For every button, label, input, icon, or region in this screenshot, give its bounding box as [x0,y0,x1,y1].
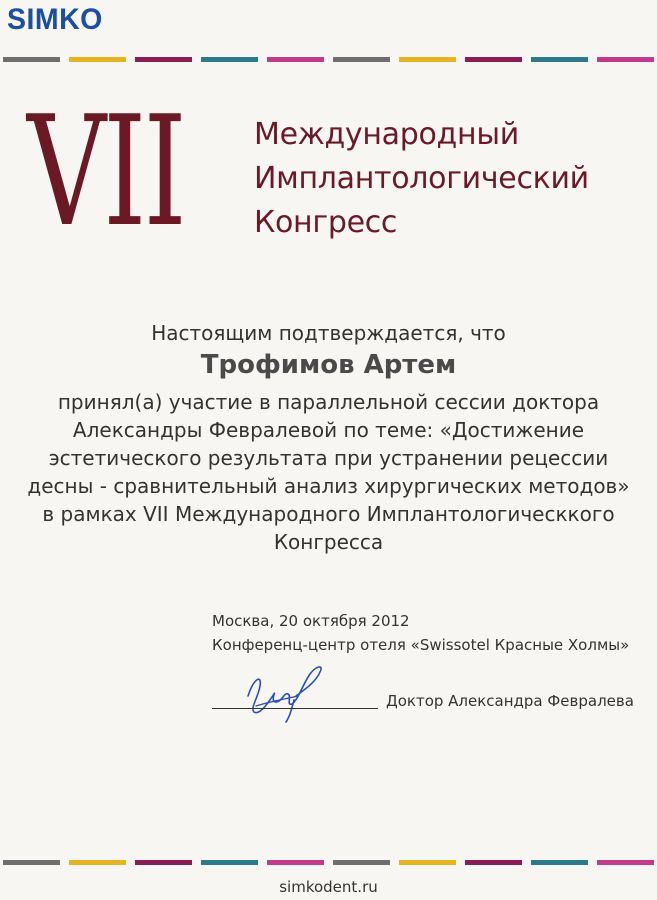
description-line-2: Александры Февралевой по теме: «Достижение [72,418,585,442]
roman-numeral: VII [27,83,184,260]
stripe-segment [267,860,324,865]
congress-title-line-3: Конгресс [254,205,398,240]
stripe-segment [3,860,60,865]
stripe-segment [399,860,456,865]
congress-title-line-2: Имплантологический [254,161,589,196]
bottom-color-stripe [0,860,657,865]
signer-name: Доктор Александра Февралева [386,692,634,710]
stripe-segment [333,57,390,62]
stripe-segment [201,860,258,865]
stripe-segment [333,860,390,865]
description-line-6: Конгресса [273,530,384,554]
stripe-segment [399,57,456,62]
stripe-segment [135,57,192,62]
stripe-segment [3,57,60,62]
stripe-segment [597,860,654,865]
simko-logo: SIMKO [7,3,103,36]
congress-title [254,113,589,245]
event-venue: Конференц-центр отеля «Swissotel Красные Холмы» [212,636,630,654]
certificate-body [0,320,657,556]
footer-website: simkodent.ru [279,878,378,896]
stripe-segment [465,860,522,865]
event-place [212,609,629,657]
stripe-segment [597,57,654,62]
description-line-3: эстетического результата при устранении рецессии [48,446,609,470]
stripe-segment [531,57,588,62]
handwritten-signature [240,656,330,726]
stripe-segment [465,57,522,62]
event-date: Москва, 20 октября 2012 [212,612,410,630]
stripe-segment [69,860,126,865]
participation-description [0,388,657,556]
stripe-segment [69,57,126,62]
description-line-5: в рамках VII Международного Имплантологическкого [42,502,615,526]
stripe-segment [135,860,192,865]
stripe-segment [267,57,324,62]
stripe-segment [201,57,258,62]
signature-stroke [248,667,321,722]
top-color-stripe [0,57,657,62]
description-line-1: принял(а) участие в параллельной сессии доктора [57,390,600,414]
signature-line [212,708,378,709]
congress-title-line-1: Международный [254,117,519,152]
recipient-name: Трофимов Артем [200,350,457,380]
confirm-text: Настоящим подтверждается, что [151,321,506,345]
stripe-segment [531,860,588,865]
description-line-4: десны - сравнительный анализ хирургических методов» [27,474,630,498]
